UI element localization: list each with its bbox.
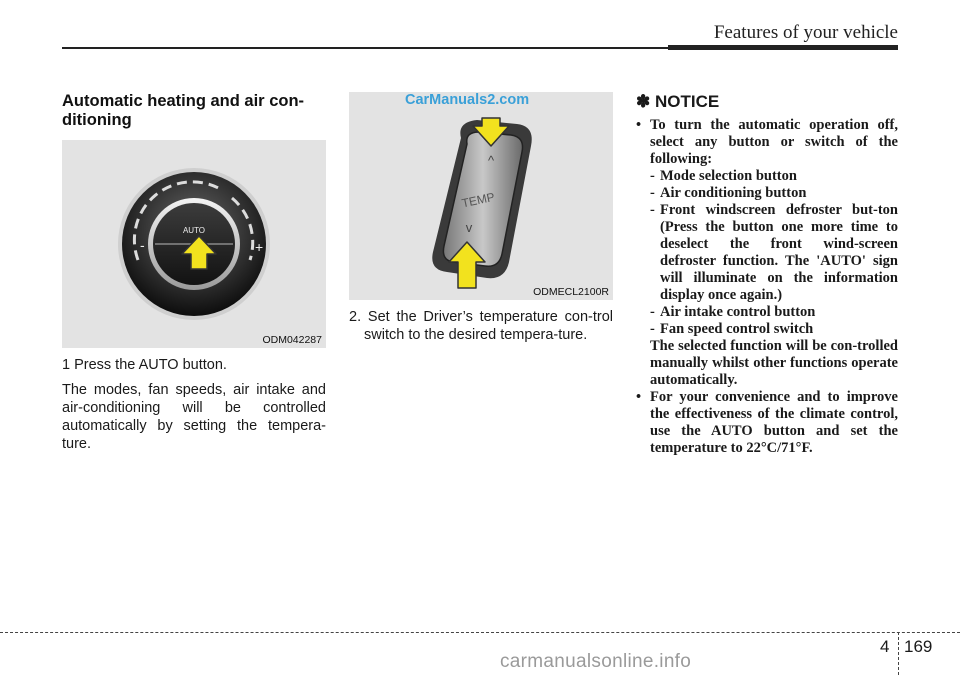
notice-bullet-1-text: To turn the automatic operation off, select any button or switch of the following:: [650, 117, 898, 167]
notice-body: [636, 117, 898, 457]
notice-bullet-2-text: For your convenience and to improve the effectiveness of the climate control, use the AUTO button and set the temperature to 22°C/71°F.: [650, 389, 898, 456]
auto-knob-illustration: [62, 140, 326, 348]
switch-temp-label: TEMP: [460, 189, 496, 211]
footer-watermark: carmanualsonline.info: [500, 651, 692, 672]
chapter-number: 4: [880, 637, 890, 656]
page-header-title: Features of your vehicle: [713, 22, 898, 43]
knob-auto-label: AUTO: [182, 226, 206, 235]
svg-text:+: +: [255, 239, 264, 255]
svg-text:v: v: [465, 220, 473, 235]
header-rule-accent: [668, 45, 898, 50]
bullet-dot: •: [636, 117, 642, 133]
column-left: [62, 92, 326, 460]
temp-switch-illustration: [349, 92, 613, 300]
footer-rule: [0, 632, 960, 633]
notice-after-items: The selected function will be con-trolled manually whilst other functions operate automatically.: [650, 338, 898, 388]
figure1-code: ODM042287: [262, 334, 322, 346]
svg-text:^: ^: [487, 153, 495, 168]
footer-divider: [898, 632, 899, 675]
page-number: 169: [904, 637, 933, 656]
bullet-dot: •: [636, 389, 642, 405]
figure-temp-switch: [349, 92, 613, 300]
figure2-watermark: CarManuals2.com: [405, 92, 530, 108]
auto-description: The modes, fan speeds, air intake and air-conditioning will be controlled automatically by setting the tempera-ture.: [62, 382, 326, 452]
figure2-code: ODMECL2100R: [533, 286, 609, 298]
notice-bullet-2: [636, 389, 898, 457]
notice-item: - Mode selection button: [650, 168, 797, 184]
step-1: 1 Press the AUTO button.: [62, 357, 227, 373]
notice-item: - Fan speed control switch: [650, 321, 814, 337]
section-heading: Automatic heating and air con-ditioning: [62, 92, 305, 129]
column-middle: [349, 92, 613, 344]
notice-item: - Air intake control button: [650, 304, 816, 320]
figure-auto-knob: [62, 140, 326, 348]
column-right: [636, 92, 898, 457]
notice-item: - Front windscreen defroster but-ton (Press the button one more time to deselect the front wind-screen defroster function. The 'AUTO' sign will illuminate on the information display once again.): [650, 202, 898, 303]
notice-bullet-1: [636, 117, 898, 389]
notice-title: ✽ NOTICE: [636, 92, 720, 111]
notice-item: - Air conditioning button: [650, 185, 807, 201]
step-2: 2. Set the Driver’s temperature con-trol switch to the desired tempera-ture.: [349, 309, 613, 343]
svg-text:-: -: [140, 237, 145, 253]
